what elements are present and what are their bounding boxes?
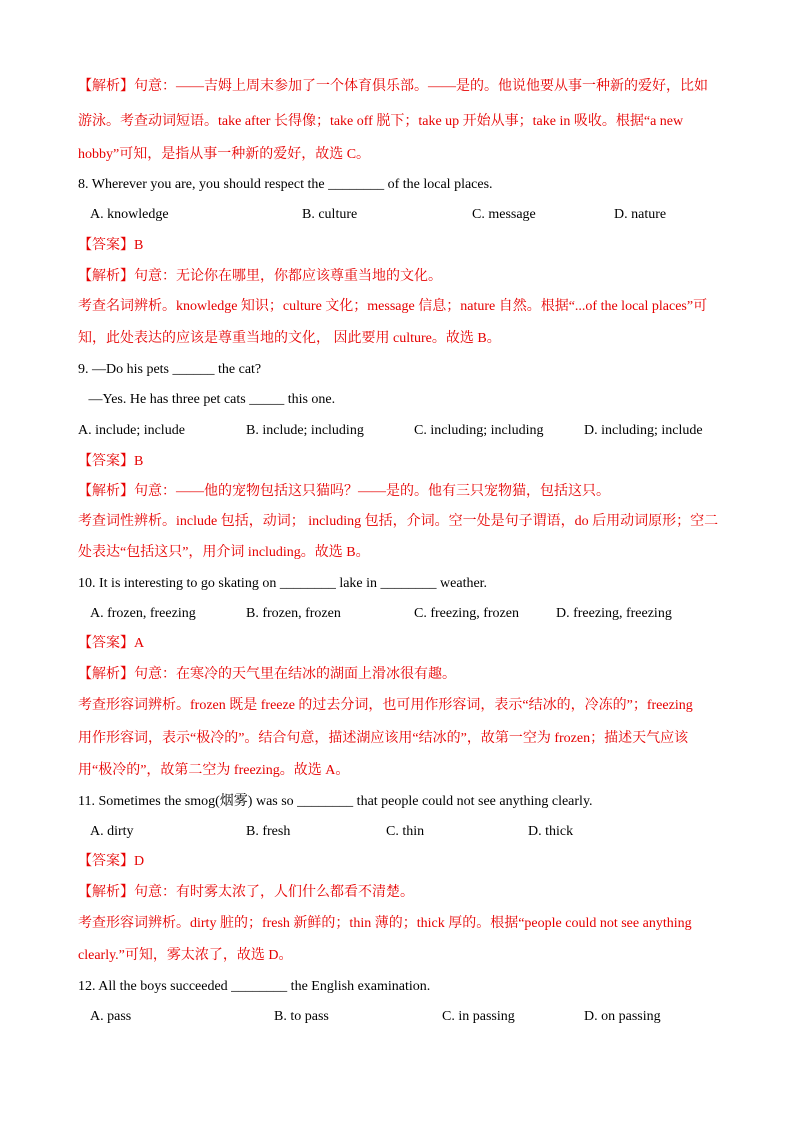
q12-option-c: C. in passing <box>442 1009 515 1024</box>
q9-answer: 【答案】B <box>78 454 144 469</box>
q11-answer: 【答案】D <box>78 854 145 869</box>
q8-answer: 【答案】B <box>78 238 144 253</box>
q8-option-b: B. culture <box>302 207 358 222</box>
q9-option-a: A. include; include <box>78 423 185 438</box>
q10-option-d: D. freezing, freezing <box>556 606 672 621</box>
q10-option-a: A. frozen, freezing <box>90 606 196 621</box>
explanation-line: 用作形容词，表示“极冷的”。结合句意，描述湖应该用“结冰的”，故第一空为 frozen；描述天气应该 <box>78 731 689 746</box>
question-9-line-2: —Yes. He has three pet cats _____ this one. <box>78 392 336 407</box>
explanation-line: 【解析】句意：——他的宠物包括这只猫吗？——是的。他有三只宠物猫，包括这只。 <box>78 484 610 499</box>
explanation-line: 处表达“包括这只”，用介词 including。故选 B。 <box>78 545 370 560</box>
q8-option-c: C. message <box>472 207 536 222</box>
explanation-line: 用“极冷的”，故第二空为 freezing。故选 A。 <box>78 763 350 778</box>
q12-option-a: A. pass <box>90 1009 132 1024</box>
q10-option-b: B. frozen, frozen <box>246 606 341 621</box>
question-9-line-1: 9. —Do his pets ______ the cat? <box>78 362 262 377</box>
explanation-line: 【解析】句意：有时雾太浓了，人们什么都看不清楚。 <box>78 885 414 900</box>
q11-option-c: C. thin <box>386 824 425 839</box>
explanation-line: 游泳。考查动词短语。take after 长得像；take off 脱下；take up 开始从事；take in 吸收。根据“a new <box>78 114 684 129</box>
explanation-line: 【解析】句意：无论你在哪里，你都应该尊重当地的文化。 <box>78 269 442 284</box>
q11-option-a: A. dirty <box>90 824 134 839</box>
q12-option-b: B. to pass <box>274 1009 329 1024</box>
q11-option-d: D. thick <box>528 824 574 839</box>
q9-option-d: D. including; include <box>584 423 703 438</box>
q10-option-c: C. freezing, frozen <box>414 606 519 621</box>
explanation-line: clearly.”可知，雾太浓了，故选 D。 <box>78 948 293 963</box>
q10-answer: 【答案】A <box>78 636 145 651</box>
q8-option-a: A. knowledge <box>90 207 169 222</box>
q8-option-d: D. nature <box>614 207 667 222</box>
question-8: 8. Wherever you are, you should respect the ________ of the local places. <box>78 177 493 192</box>
explanation-line: hobby”可知，是指从事一种新的爱好，故选 C。 <box>78 147 371 162</box>
explanation-line: 【解析】句意：——吉姆上周末参加了一个体育俱乐部。——是的。他说他要从事一种新的爱好，比如 <box>78 79 708 94</box>
question-12: 12. All the boys succeeded ________ the English examination. <box>78 979 431 994</box>
q9-option-c: C. including; including <box>414 423 544 438</box>
explanation-line: 考查词性辨析。include 包括，动词； including 包括，介词。空一处是句子谓语，do 后用动词原形；空二 <box>78 514 719 529</box>
explanation-line: 考查形容词辨析。frozen 既是 freeze 的过去分词，也可用作形容词，表示“结冰的，冷冻的”；freezing <box>78 698 693 713</box>
explanation-line: 考查名词辨析。knowledge 知识；culture 文化；message 信息；nature 自然。根据“...of the local places”可 <box>78 299 708 314</box>
question-10: 10. It is interesting to go skating on ________ lake in ________ weather. <box>78 576 488 591</box>
q11-option-b: B. fresh <box>246 824 291 839</box>
explanation-line: 考查形容词辨析。dirty 脏的；fresh 新鲜的；thin 薄的；thick 厚的。根据“people could not see anything <box>78 916 692 931</box>
q9-option-b: B. include; including <box>246 423 364 438</box>
explanation-line: 知，此处表达的应该是尊重当地的文化， 因此要用 culture。故选 B。 <box>78 331 501 346</box>
q12-option-d: D. on passing <box>584 1009 661 1024</box>
explanation-line: 【解析】句意：在寒冷的天气里在结冰的湖面上滑冰很有趣。 <box>78 667 456 682</box>
question-11: 11. Sometimes the smog(烟雾) was so ________ that people could not see anything clearly. <box>78 794 593 809</box>
